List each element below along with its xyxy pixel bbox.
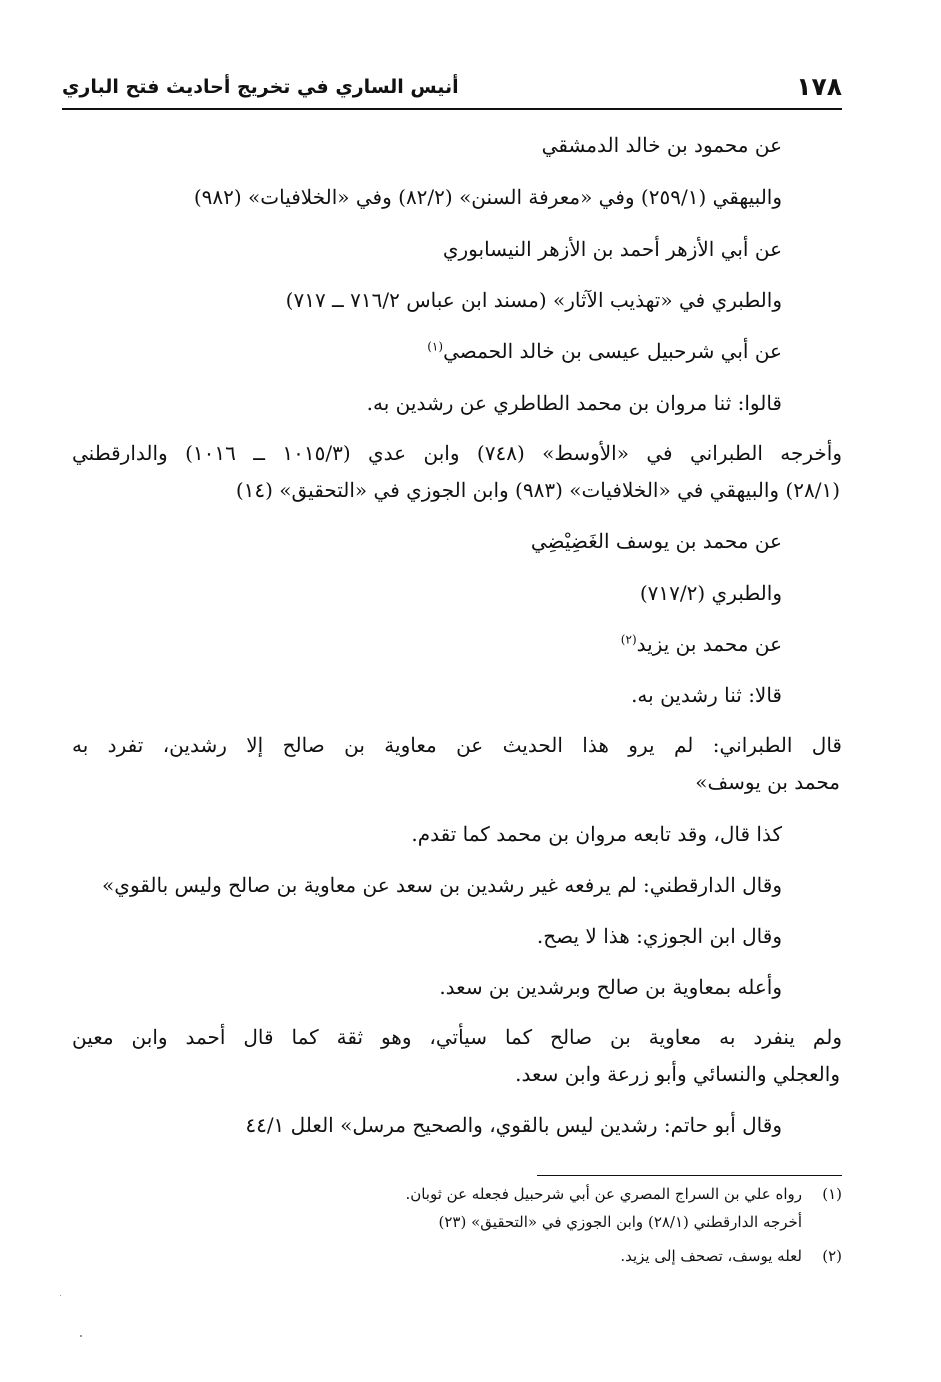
footnote-number: (١): [822, 1185, 842, 1203]
text-line: والطبري في «تهذيب الآثار» (مسند ابن عباس ٧١٦/٢ ــ ٧١٧): [285, 288, 782, 312]
footnote-ref-1: (١): [427, 339, 444, 354]
text-line: وأخرجه الطبراني في «الأوسط» (٧٤٨) وابن عدي (١٠١٥/٣ ــ ١٠١٦) والدارقطني: [72, 441, 842, 465]
text-line: محمد بن يوسف»: [695, 770, 840, 794]
footnote-text: لعله يوسف، تصحف إلى يزيد.: [620, 1247, 802, 1265]
page-number: ١٧٨: [796, 72, 842, 101]
footnote-2: [620, 1244, 842, 1268]
footnote-ref-2: (٢): [620, 632, 637, 647]
text-line: والطبري (٧١٧/٢): [639, 581, 782, 605]
text-line: عن أبي الأزهر أحمد بن الأزهر النيسابوري: [442, 237, 782, 261]
paper-speck: [60, 1295, 61, 1296]
text-line: عن محمود بن خالد الدمشقي: [541, 133, 782, 157]
text-line: وقال أبو حاتم: رشدين ليس بالقوي، والصحيح مرسل» العلل ٤٤/١: [245, 1113, 782, 1137]
footnote-text: أخرجه الدارقطني (٢٨/١) وابن الجوزي في «التحقيق» (٢٣): [438, 1213, 802, 1231]
footnote-1-continued: [439, 1210, 802, 1234]
text-line: كذا قال، وقد تابعه مروان بن محمد كما تقدم.: [411, 822, 782, 846]
text-line: قال الطبراني: لم يرو هذا الحديث عن معاوية بن صالح إلا رشدين، تفرد به: [72, 733, 842, 757]
text-line: وأعله بمعاوية بن صالح وبرشدين بن سعد.: [439, 975, 782, 999]
footnote-rule: [537, 1175, 842, 1176]
text-line: والعجلي والنسائي وأبو زرعة وابن سعد.: [515, 1062, 840, 1086]
text-line: عن محمد بن يزيد$^{(٢)}$: [620, 632, 782, 656]
text-line: قالا: ثنا رشدين به.: [631, 683, 782, 707]
text-line: وقال الدارقطني: لم يرفعه غير رشدين بن سعد عن معاوية بن صالح وليس بالقوي»: [102, 873, 782, 897]
running-title: أنيس الساري في تخريج أحاديث فتح الباري: [62, 76, 459, 98]
text-line: (٢٨/١) والبيهقي في «الخلافيات» (٩٨٣) وابن الجوزي في «التحقيق» (١٤): [235, 478, 840, 502]
footnote-text: رواه علي بن السراج المصري عن أبي شرحبيل فجعله عن ثوبان.: [405, 1185, 802, 1203]
footnote-number: (٢): [822, 1247, 842, 1265]
text-line: عن أبي شرحبيل عيسى بن خالد الحمصي$^{(١)}$: [427, 339, 782, 363]
text-line: ولم ينفرد به معاوية بن صالح كما سيأتي، وهو ثقة كما قال أحمد وابن معين: [72, 1025, 842, 1049]
footnote-1: [405, 1182, 842, 1206]
text-line: قالوا: ثنا مروان بن محمد الطاطري عن رشدين به.: [366, 391, 782, 415]
text-line: والبيهقي (٢٥٩/١) وفي «معرفة السنن» (٨٢/٢) وفي «الخلافيات» (٩٨٢): [193, 185, 782, 209]
paper-speck: [80, 1335, 82, 1337]
text-line: عن محمد بن يوسف الغَضِيْضِي: [530, 529, 782, 553]
text-line: وقال ابن الجوزي: هذا لا يصح.: [536, 924, 782, 948]
